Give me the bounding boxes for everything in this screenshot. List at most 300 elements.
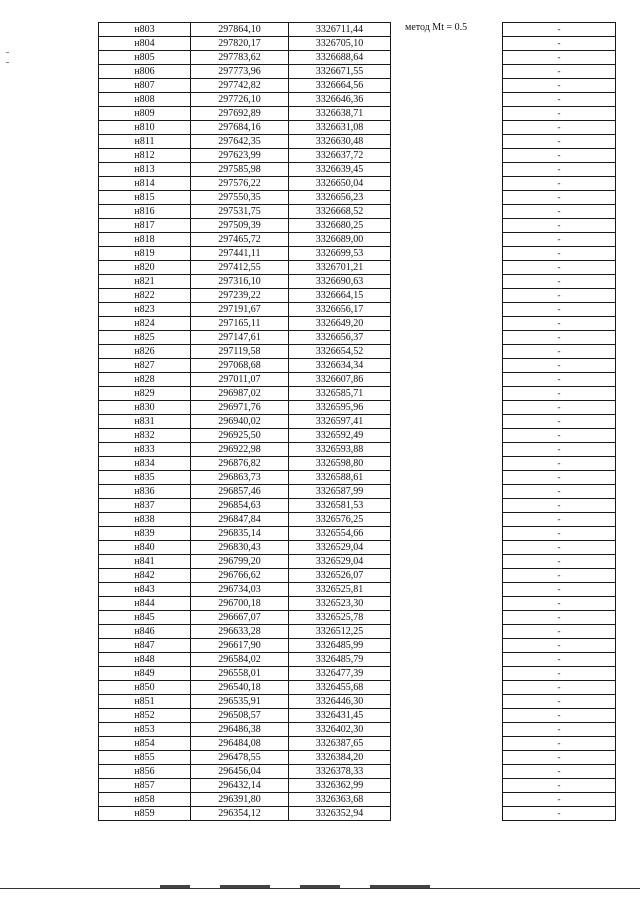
y-coordinate-cell: 3326639,45: [289, 163, 391, 177]
value-cell: -: [503, 681, 616, 695]
point-id-cell: н805: [99, 51, 191, 65]
y-coordinate-cell: 3326668,52: [289, 205, 391, 219]
table-row: [99, 807, 616, 821]
method-cell: [391, 107, 503, 121]
x-coordinate-cell: 297531,75: [191, 205, 289, 219]
y-coordinate-cell: 3326646,36: [289, 93, 391, 107]
point-id-cell: н835: [99, 471, 191, 485]
method-cell: [391, 653, 503, 667]
table-row: [99, 625, 616, 639]
y-coordinate-cell: 3326656,23: [289, 191, 391, 205]
method-cell: [391, 191, 503, 205]
method-cell: [391, 555, 503, 569]
point-id-cell: н828: [99, 373, 191, 387]
point-id-cell: н816: [99, 205, 191, 219]
y-coordinate-cell: 3326598,80: [289, 457, 391, 471]
table-row: [99, 205, 616, 219]
point-id-cell: н856: [99, 765, 191, 779]
point-id-cell: н840: [99, 541, 191, 555]
table-row: [99, 65, 616, 79]
method-cell: [391, 751, 503, 765]
value-cell: -: [503, 555, 616, 569]
value-cell: -: [503, 149, 616, 163]
method-cell: метод Mt = 0.5: [391, 23, 503, 37]
value-cell: -: [503, 233, 616, 247]
value-cell: -: [503, 135, 616, 149]
method-cell: [391, 65, 503, 79]
x-coordinate-cell: 297576,22: [191, 177, 289, 191]
x-coordinate-cell: 296987,02: [191, 387, 289, 401]
point-id-cell: н818: [99, 233, 191, 247]
x-coordinate-cell: 296354,12: [191, 807, 289, 821]
point-id-cell: н815: [99, 191, 191, 205]
point-id-cell: н803: [99, 23, 191, 37]
method-cell: [391, 513, 503, 527]
y-coordinate-cell: 3326656,17: [289, 303, 391, 317]
table-row: [99, 639, 616, 653]
x-coordinate-cell: 297692,89: [191, 107, 289, 121]
value-cell: -: [503, 331, 616, 345]
x-coordinate-cell: 297773,96: [191, 65, 289, 79]
point-id-cell: н804: [99, 37, 191, 51]
table-row: [99, 583, 616, 597]
x-coordinate-cell: 296484,08: [191, 737, 289, 751]
value-cell: -: [503, 695, 616, 709]
point-id-cell: н833: [99, 443, 191, 457]
x-coordinate-cell: 296940,02: [191, 415, 289, 429]
y-coordinate-cell: 3326523,30: [289, 597, 391, 611]
table-row: [99, 303, 616, 317]
method-cell: [391, 765, 503, 779]
value-cell: -: [503, 751, 616, 765]
point-id-cell: н810: [99, 121, 191, 135]
point-id-cell: н825: [99, 331, 191, 345]
method-cell: [391, 597, 503, 611]
y-coordinate-cell: 3326689,00: [289, 233, 391, 247]
y-coordinate-cell: 3326378,33: [289, 765, 391, 779]
y-coordinate-cell: 3326446,30: [289, 695, 391, 709]
y-coordinate-cell: 3326585,71: [289, 387, 391, 401]
x-coordinate-cell: 297684,16: [191, 121, 289, 135]
value-cell: -: [503, 597, 616, 611]
x-coordinate-cell: 296854,63: [191, 499, 289, 513]
method-cell: [391, 93, 503, 107]
x-coordinate-cell: 297864,10: [191, 23, 289, 37]
table-row: [99, 681, 616, 695]
value-cell: -: [503, 191, 616, 205]
method-cell: [391, 163, 503, 177]
value-cell: -: [503, 247, 616, 261]
point-id-cell: н845: [99, 611, 191, 625]
table-row: [99, 457, 616, 471]
value-cell: -: [503, 765, 616, 779]
x-coordinate-cell: 297550,35: [191, 191, 289, 205]
x-coordinate-cell: 296925,50: [191, 429, 289, 443]
y-coordinate-cell: 3326526,07: [289, 569, 391, 583]
y-coordinate-cell: 3326593,88: [289, 443, 391, 457]
table-row: [99, 219, 616, 233]
method-cell: [391, 807, 503, 821]
method-cell: [391, 233, 503, 247]
value-cell: -: [503, 471, 616, 485]
table-row: [99, 555, 616, 569]
value-cell: -: [503, 303, 616, 317]
x-coordinate-cell: 296667,07: [191, 611, 289, 625]
point-id-cell: н831: [99, 415, 191, 429]
y-coordinate-cell: 3326576,25: [289, 513, 391, 527]
point-id-cell: н852: [99, 709, 191, 723]
x-coordinate-cell: 296835,14: [191, 527, 289, 541]
y-coordinate-cell: 3326664,56: [289, 79, 391, 93]
table-row: [99, 107, 616, 121]
table-row: [99, 751, 616, 765]
value-cell: -: [503, 177, 616, 191]
point-id-cell: н848: [99, 653, 191, 667]
x-coordinate-cell: 296766,62: [191, 569, 289, 583]
value-cell: -: [503, 443, 616, 457]
y-coordinate-cell: 3326387,65: [289, 737, 391, 751]
value-cell: -: [503, 93, 616, 107]
point-id-cell: н855: [99, 751, 191, 765]
method-cell: [391, 359, 503, 373]
y-coordinate-cell: 3326688,64: [289, 51, 391, 65]
value-cell: -: [503, 611, 616, 625]
value-cell: -: [503, 219, 616, 233]
y-coordinate-cell: 3326384,20: [289, 751, 391, 765]
value-cell: -: [503, 317, 616, 331]
x-coordinate-cell: 297011,07: [191, 373, 289, 387]
method-cell: [391, 317, 503, 331]
point-id-cell: н821: [99, 275, 191, 289]
value-cell: -: [503, 723, 616, 737]
value-cell: -: [503, 275, 616, 289]
table-row: [99, 163, 616, 177]
value-cell: -: [503, 569, 616, 583]
y-coordinate-cell: 3326597,41: [289, 415, 391, 429]
table-row: [99, 737, 616, 751]
method-cell: [391, 569, 503, 583]
table-row: [99, 485, 616, 499]
method-cell: [391, 709, 503, 723]
point-id-cell: н832: [99, 429, 191, 443]
x-coordinate-cell: 297465,72: [191, 233, 289, 247]
x-coordinate-cell: 297783,62: [191, 51, 289, 65]
value-cell: -: [503, 345, 616, 359]
method-cell: [391, 499, 503, 513]
value-cell: -: [503, 107, 616, 121]
point-id-cell: н858: [99, 793, 191, 807]
x-coordinate-cell: 297068,68: [191, 359, 289, 373]
x-coordinate-cell: 296432,14: [191, 779, 289, 793]
point-id-cell: н844: [99, 597, 191, 611]
x-coordinate-cell: 297642,35: [191, 135, 289, 149]
x-coordinate-cell: 296540,18: [191, 681, 289, 695]
method-cell: [391, 37, 503, 51]
method-cell: [391, 695, 503, 709]
method-cell: [391, 527, 503, 541]
table-row: [99, 37, 616, 51]
point-id-cell: н857: [99, 779, 191, 793]
table-row: [99, 513, 616, 527]
method-cell: [391, 625, 503, 639]
x-coordinate-cell: 296863,73: [191, 471, 289, 485]
y-coordinate-cell: 3326352,94: [289, 807, 391, 821]
table-row: [99, 331, 616, 345]
y-coordinate-cell: 3326587,99: [289, 485, 391, 499]
x-coordinate-cell: 296584,02: [191, 653, 289, 667]
point-id-cell: н843: [99, 583, 191, 597]
y-coordinate-cell: 3326363,68: [289, 793, 391, 807]
point-id-cell: н827: [99, 359, 191, 373]
y-coordinate-cell: 3326705,10: [289, 37, 391, 51]
value-cell: -: [503, 541, 616, 555]
value-cell: -: [503, 373, 616, 387]
point-id-cell: н808: [99, 93, 191, 107]
table-row: [99, 723, 616, 737]
table-row: [99, 51, 616, 65]
method-cell: [391, 737, 503, 751]
table-row: [99, 191, 616, 205]
point-id-cell: н809: [99, 107, 191, 121]
x-coordinate-cell: 297191,67: [191, 303, 289, 317]
coordinates-table: [98, 22, 616, 821]
method-cell: [391, 723, 503, 737]
y-coordinate-cell: 3326649,20: [289, 317, 391, 331]
table-row: [99, 443, 616, 457]
method-cell: [391, 261, 503, 275]
value-cell: -: [503, 625, 616, 639]
point-id-cell: н806: [99, 65, 191, 79]
method-cell: [391, 779, 503, 793]
value-cell: -: [503, 709, 616, 723]
table-row: [99, 79, 616, 93]
y-coordinate-cell: 3326362,99: [289, 779, 391, 793]
point-id-cell: н817: [99, 219, 191, 233]
point-id-cell: н850: [99, 681, 191, 695]
value-cell: -: [503, 289, 616, 303]
table-row: [99, 177, 616, 191]
y-coordinate-cell: 3326588,61: [289, 471, 391, 485]
method-cell: [391, 303, 503, 317]
method-cell: [391, 485, 503, 499]
y-coordinate-cell: 3326637,72: [289, 149, 391, 163]
coordinates-table-body: [99, 23, 616, 821]
y-coordinate-cell: 3326525,78: [289, 611, 391, 625]
x-coordinate-cell: 296734,03: [191, 583, 289, 597]
y-coordinate-cell: 3326485,79: [289, 653, 391, 667]
point-id-cell: н823: [99, 303, 191, 317]
table-row: [99, 149, 616, 163]
y-coordinate-cell: 3326529,04: [289, 541, 391, 555]
y-coordinate-cell: 3326711,44: [289, 23, 391, 37]
method-cell: [391, 79, 503, 93]
table-row: [99, 471, 616, 485]
y-coordinate-cell: 3326671,55: [289, 65, 391, 79]
method-cell: [391, 457, 503, 471]
x-coordinate-cell: 297412,55: [191, 261, 289, 275]
point-id-cell: н841: [99, 555, 191, 569]
scan-mark: [6, 52, 9, 53]
value-cell: -: [503, 653, 616, 667]
x-coordinate-cell: 297623,99: [191, 149, 289, 163]
value-cell: -: [503, 527, 616, 541]
table-row: [99, 387, 616, 401]
table-row: [99, 429, 616, 443]
point-id-cell: н819: [99, 247, 191, 261]
y-coordinate-cell: 3326650,04: [289, 177, 391, 191]
table-row: [99, 667, 616, 681]
x-coordinate-cell: 297441,11: [191, 247, 289, 261]
value-cell: -: [503, 121, 616, 135]
x-coordinate-cell: 296478,55: [191, 751, 289, 765]
value-cell: -: [503, 737, 616, 751]
point-id-cell: н838: [99, 513, 191, 527]
value-cell: -: [503, 429, 616, 443]
method-cell: [391, 275, 503, 289]
method-cell: [391, 443, 503, 457]
y-coordinate-cell: 3326638,71: [289, 107, 391, 121]
value-cell: -: [503, 513, 616, 527]
value-cell: -: [503, 415, 616, 429]
value-cell: -: [503, 667, 616, 681]
point-id-cell: н842: [99, 569, 191, 583]
x-coordinate-cell: 297239,22: [191, 289, 289, 303]
point-id-cell: н854: [99, 737, 191, 751]
y-coordinate-cell: 3326656,37: [289, 331, 391, 345]
method-cell: [391, 471, 503, 485]
x-coordinate-cell: 297316,10: [191, 275, 289, 289]
x-coordinate-cell: 296391,80: [191, 793, 289, 807]
table-row: [99, 653, 616, 667]
y-coordinate-cell: 3326512,25: [289, 625, 391, 639]
method-cell: [391, 135, 503, 149]
x-coordinate-cell: 296486,38: [191, 723, 289, 737]
value-cell: -: [503, 37, 616, 51]
method-cell: [391, 121, 503, 135]
method-cell: [391, 373, 503, 387]
method-cell: [391, 401, 503, 415]
y-coordinate-cell: 3326529,04: [289, 555, 391, 569]
point-id-cell: н812: [99, 149, 191, 163]
table-row: [99, 93, 616, 107]
x-coordinate-cell: 296922,98: [191, 443, 289, 457]
method-cell: [391, 149, 503, 163]
method-cell: [391, 639, 503, 653]
point-id-cell: н822: [99, 289, 191, 303]
table-row: [99, 261, 616, 275]
table-row: [99, 317, 616, 331]
x-coordinate-cell: 296876,82: [191, 457, 289, 471]
table-row: [99, 373, 616, 387]
y-coordinate-cell: 3326699,53: [289, 247, 391, 261]
value-cell: -: [503, 205, 616, 219]
value-cell: -: [503, 261, 616, 275]
point-id-cell: н824: [99, 317, 191, 331]
value-cell: -: [503, 359, 616, 373]
x-coordinate-cell: 296700,18: [191, 597, 289, 611]
point-id-cell: н826: [99, 345, 191, 359]
table-row: [99, 793, 616, 807]
x-coordinate-cell: 297165,11: [191, 317, 289, 331]
table-row: [99, 541, 616, 555]
method-cell: [391, 667, 503, 681]
method-cell: [391, 583, 503, 597]
x-coordinate-cell: 297585,98: [191, 163, 289, 177]
method-cell: [391, 177, 503, 191]
x-coordinate-cell: 296558,01: [191, 667, 289, 681]
y-coordinate-cell: 3326595,96: [289, 401, 391, 415]
scan-artifacts: [150, 885, 450, 889]
table-row: [99, 247, 616, 261]
value-cell: -: [503, 779, 616, 793]
method-cell: [391, 611, 503, 625]
value-cell: -: [503, 163, 616, 177]
table-row: [99, 569, 616, 583]
x-coordinate-cell: 296847,84: [191, 513, 289, 527]
method-cell: [391, 51, 503, 65]
table-row: [99, 275, 616, 289]
y-coordinate-cell: 3326431,45: [289, 709, 391, 723]
x-coordinate-cell: 297147,61: [191, 331, 289, 345]
point-id-cell: н846: [99, 625, 191, 639]
value-cell: -: [503, 401, 616, 415]
point-id-cell: н851: [99, 695, 191, 709]
y-coordinate-cell: 3326634,34: [289, 359, 391, 373]
point-id-cell: н837: [99, 499, 191, 513]
y-coordinate-cell: 3326630,48: [289, 135, 391, 149]
y-coordinate-cell: 3326477,39: [289, 667, 391, 681]
table-row: [99, 611, 616, 625]
table-row: [99, 765, 616, 779]
point-id-cell: н849: [99, 667, 191, 681]
x-coordinate-cell: 296617,90: [191, 639, 289, 653]
table-row: [99, 135, 616, 149]
y-coordinate-cell: 3326485,99: [289, 639, 391, 653]
scan-mark: [6, 62, 9, 63]
value-cell: -: [503, 51, 616, 65]
table-row: [99, 695, 616, 709]
x-coordinate-cell: 296971,76: [191, 401, 289, 415]
table-row: [99, 23, 616, 37]
x-coordinate-cell: 296799,20: [191, 555, 289, 569]
value-cell: -: [503, 79, 616, 93]
table-row: [99, 289, 616, 303]
x-coordinate-cell: 296508,57: [191, 709, 289, 723]
point-id-cell: н807: [99, 79, 191, 93]
y-coordinate-cell: 3326554,66: [289, 527, 391, 541]
y-coordinate-cell: 3326592,49: [289, 429, 391, 443]
x-coordinate-cell: 296535,91: [191, 695, 289, 709]
value-cell: -: [503, 499, 616, 513]
value-cell: -: [503, 457, 616, 471]
value-cell: -: [503, 65, 616, 79]
method-cell: [391, 793, 503, 807]
table-row: [99, 359, 616, 373]
table-row: [99, 527, 616, 541]
y-coordinate-cell: 3326690,63: [289, 275, 391, 289]
method-cell: [391, 247, 503, 261]
value-cell: -: [503, 639, 616, 653]
method-cell: [391, 415, 503, 429]
point-id-cell: н853: [99, 723, 191, 737]
value-cell: -: [503, 387, 616, 401]
x-coordinate-cell: 297742,82: [191, 79, 289, 93]
y-coordinate-cell: 3326581,53: [289, 499, 391, 513]
method-cell: [391, 331, 503, 345]
x-coordinate-cell: 297119,58: [191, 345, 289, 359]
table-row: [99, 401, 616, 415]
y-coordinate-cell: 3326607,86: [289, 373, 391, 387]
